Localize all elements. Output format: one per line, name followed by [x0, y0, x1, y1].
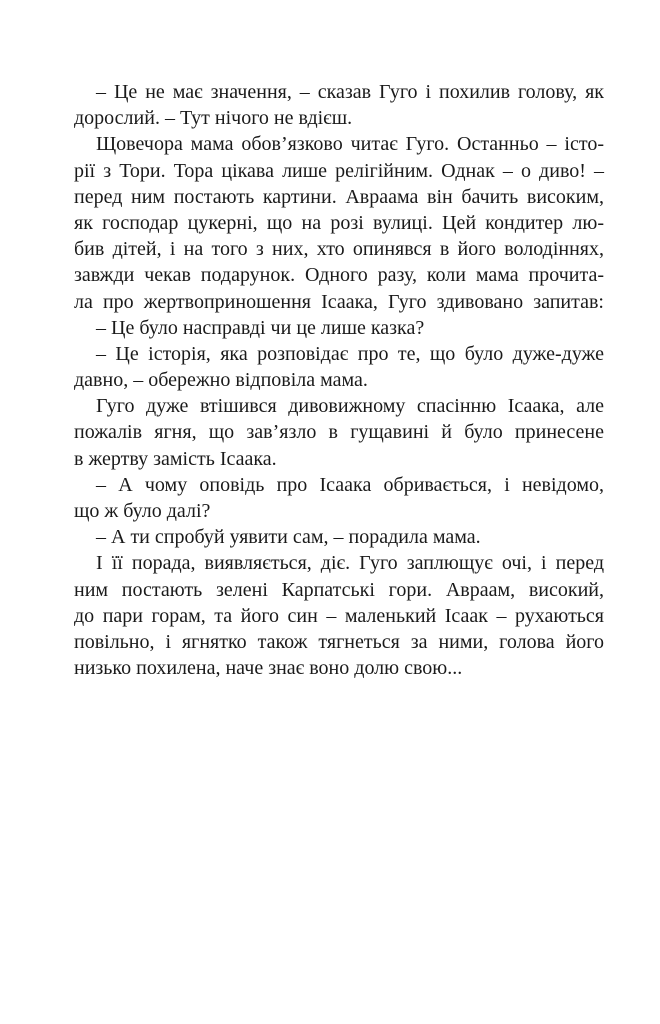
text-line: завжди чекав подарунок. Одного разу, коли мама прочита- [74, 264, 604, 287]
text-line: – Це було насправді чи це лише казка? [96, 316, 425, 339]
text-line: – Це історія, яка розповідає про те, що було дуже-дуже [96, 342, 604, 365]
text-line: що ж було далі? [74, 500, 211, 522]
text-line: давно, – обережно відповіла мама. [74, 369, 368, 392]
text-line: пожалів ягня, що зав’язло в гущавині й було принесене [74, 421, 604, 444]
text-line: – А чому оповідь про Ісаака обривається, і невідомо, [96, 473, 604, 496]
text-line: – А ти спробуй уявити сам, – порадила мама. [96, 526, 481, 549]
text-line: до пари горам, та його син – маленький Ісаак – рухаються [74, 604, 604, 627]
body-text [74, 79, 604, 681]
text-line: як господар цукерні, що на розі вулиці. Цей кондитер лю- [74, 211, 604, 234]
text-line: ним постають зелені Карпатські гори. Авраам, високий, [74, 578, 604, 601]
text-line: рії з Тори. Тора цікава лише релігійним. Однак – о диво! – [74, 159, 604, 182]
text-line: Гуго дуже втішився дивовижному спасінню Ісаака, але [96, 395, 604, 418]
text-line: дорослий. – Тут нічого не вдієш. [74, 107, 353, 130]
text-line: повільно, і ягнятко також тягнеться за ними, голова його [74, 630, 604, 653]
text-line: перед ним постають картини. Авраама він бачить високим, [74, 185, 604, 208]
text-line: ла про жертвоприношення Ісаака, Гуго здивовано запитав: [74, 290, 604, 313]
text-line: бив дітей, і на того з них, хто опинявся в його володіннях, [74, 238, 604, 261]
text-line: Щовечора мама обов’язково читає Гуго. Останньо – істо- [96, 133, 604, 156]
text-line: І її порада, виявляється, діє. Гуго заплющує очі, і перед [96, 552, 604, 575]
text-line: низько похилена, наче знає воно долю свою... [74, 657, 463, 680]
text-line: – Це не має значення, – сказав Гуго і похилив голову, як [96, 81, 604, 103]
text-line: в жертву замість Ісаака. [74, 447, 277, 470]
